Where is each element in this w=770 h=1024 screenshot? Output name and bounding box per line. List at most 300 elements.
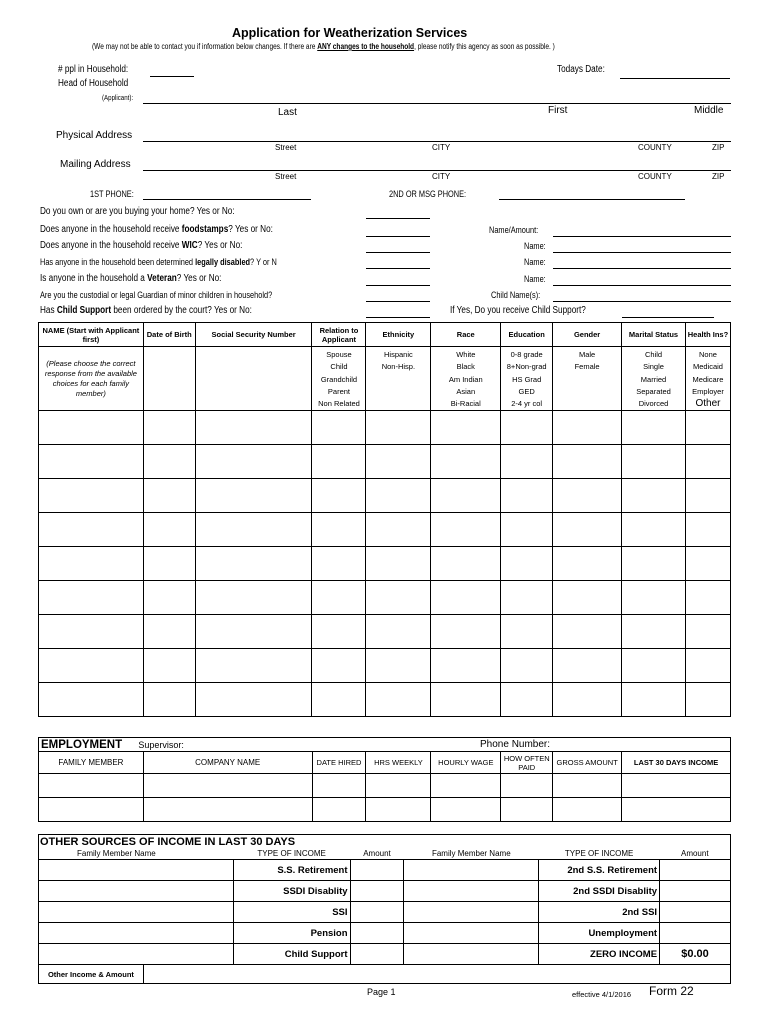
member-education-cell[interactable] <box>501 683 553 717</box>
emp-cell[interactable] <box>553 798 622 822</box>
member-dob-cell[interactable] <box>143 411 195 445</box>
emp-cell[interactable] <box>431 798 501 822</box>
household-choices-row <box>39 347 731 411</box>
member-ethnicity-cell[interactable] <box>366 479 431 513</box>
income-amount-cell[interactable] <box>350 881 404 902</box>
question-guardian: Are you the custodial or legal Guardian of minor children in household? <box>40 290 273 300</box>
income-amount-cell[interactable] <box>350 923 404 944</box>
question-disabled <box>40 257 277 267</box>
phone1-label: 1ST PHONE: <box>90 189 134 199</box>
member-gender-cell[interactable] <box>553 445 622 479</box>
member-education-cell[interactable] <box>501 445 553 479</box>
physical-address-label: Physical Address <box>56 130 133 141</box>
marital-choices <box>622 347 686 411</box>
education-choice: HS Grad <box>512 374 542 384</box>
member-ethnicity-cell[interactable] <box>366 683 431 717</box>
employment-table <box>38 737 731 822</box>
member-health-cell[interactable] <box>685 547 730 581</box>
income-type-label: ZERO INCOME <box>539 944 660 965</box>
q5-post: ? Yes or No: <box>176 273 222 284</box>
middle-label: Middle <box>694 105 724 116</box>
income-amount-cell[interactable] <box>660 923 731 944</box>
other-income-field[interactable] <box>143 965 730 984</box>
education-choice: 0-8 grade <box>510 350 543 359</box>
race-choice: Asian <box>456 386 476 396</box>
employment-header-row <box>39 752 731 774</box>
member-marital-cell[interactable] <box>622 581 686 615</box>
household-members-table <box>38 322 731 717</box>
member-ssn-cell[interactable] <box>195 615 312 649</box>
emp-cell[interactable] <box>143 798 312 822</box>
member-education-cell[interactable] <box>501 479 553 513</box>
phone1-field[interactable] <box>143 199 311 200</box>
relation-choice: Non Related <box>318 399 360 409</box>
income-member-cell[interactable] <box>404 860 539 881</box>
emp-member-header: FAMILY MEMBER <box>39 752 144 774</box>
education-choice: 2-4 yr col <box>511 399 543 409</box>
q4-bold: legally disabled <box>195 257 251 267</box>
head-label: Head of Household <box>58 78 129 89</box>
member-gender-cell[interactable] <box>553 581 622 615</box>
receive-child-support-field[interactable] <box>622 317 714 318</box>
name-amount-label: Name/Amount: <box>489 225 539 235</box>
member-health-cell[interactable] <box>685 615 730 649</box>
page-number: Page 1 <box>367 987 396 997</box>
income-type-label: 2nd SSI <box>539 902 660 923</box>
income-type-label: Child Support <box>233 944 350 965</box>
emp-often-header: HOW OFTEN PAID <box>501 752 553 774</box>
q3-post: ? Yes or No: <box>197 240 243 251</box>
table-row[interactable] <box>39 683 731 717</box>
member-race-cell[interactable] <box>431 547 501 581</box>
health-choice: Employer <box>692 386 724 396</box>
question-veteran <box>40 273 221 284</box>
physical-city-label: CITY <box>432 143 451 152</box>
member-marital-cell[interactable] <box>622 411 686 445</box>
income-amount-header-right: Amount <box>660 849 731 860</box>
member-marital-cell[interactable] <box>622 649 686 683</box>
emp-company-header: COMPANY NAME <box>143 752 312 774</box>
q2-bold: foodstamps <box>181 224 229 235</box>
phone-number-label: Phone Number: <box>480 739 551 750</box>
member-relation-cell[interactable] <box>312 479 366 513</box>
member-dob-cell[interactable] <box>143 649 195 683</box>
member-gender-cell[interactable] <box>553 547 622 581</box>
emp-cell[interactable] <box>312 774 366 798</box>
foodstamps-answer[interactable] <box>366 236 430 237</box>
relation-choice: Child <box>330 362 348 372</box>
effective-date: effective 4/1/2016 <box>572 990 632 999</box>
income-type-header-left: TYPE OF INCOME <box>257 849 326 859</box>
question-foodstamps <box>40 224 273 235</box>
member-relation-cell[interactable] <box>312 513 366 547</box>
phone2-label: 2ND OR MSG PHONE: <box>389 189 467 199</box>
q3-bold: WIC <box>181 240 198 251</box>
member-relation-cell[interactable] <box>312 649 366 683</box>
marital-choice: Single <box>643 362 664 372</box>
col-ssn-header: Social Security Number <box>195 323 312 347</box>
member-name-cell[interactable] <box>39 479 144 513</box>
member-gender-cell[interactable] <box>553 479 622 513</box>
other-income-row[interactable] <box>39 965 731 984</box>
table-row[interactable] <box>39 581 731 615</box>
veteran-name-label: Name: <box>524 274 546 284</box>
member-ssn-cell[interactable] <box>195 581 312 615</box>
health-choice: Medicaid <box>692 362 723 372</box>
member-ssn-cell[interactable] <box>195 445 312 479</box>
col-gender-header: Gender <box>553 323 622 347</box>
race-choice: White <box>456 350 476 359</box>
member-relation-cell[interactable] <box>312 445 366 479</box>
member-name-cell[interactable] <box>39 581 144 615</box>
member-marital-cell[interactable] <box>622 445 686 479</box>
income-type-label: SSDI Disablity <box>233 881 350 902</box>
marital-choice: Married <box>640 374 667 384</box>
emp-last30-header: LAST 30 DAYS INCOME <box>622 752 731 774</box>
member-marital-cell[interactable] <box>622 615 686 649</box>
income-type-label: S.S. Retirement <box>233 860 350 881</box>
member-ssn-cell[interactable] <box>195 547 312 581</box>
dob-choices-cell <box>143 347 195 411</box>
first-label: First <box>548 105 568 116</box>
member-race-cell[interactable] <box>431 581 501 615</box>
ethnicity-choice: Hispanic <box>384 350 413 359</box>
question-child-support <box>40 305 252 316</box>
member-marital-cell[interactable] <box>622 513 686 547</box>
own-home-answer[interactable] <box>366 218 430 219</box>
member-health-cell[interactable] <box>685 649 730 683</box>
mailing-city-label: CITY <box>432 172 451 181</box>
member-education-cell[interactable] <box>501 411 553 445</box>
member-marital-cell[interactable] <box>622 683 686 717</box>
member-race-cell[interactable] <box>431 649 501 683</box>
member-ssn-cell[interactable] <box>195 683 312 717</box>
income-type-label: Unemployment <box>539 923 660 944</box>
health-choices <box>685 347 730 411</box>
income-member-cell[interactable] <box>404 881 539 902</box>
emp-cell[interactable] <box>501 774 553 798</box>
veteran-answer[interactable] <box>366 285 430 286</box>
member-education-cell[interactable] <box>501 513 553 547</box>
receive-child-support-label: If Yes, Do you receive Child Support? <box>450 305 586 316</box>
member-health-cell[interactable] <box>685 683 730 717</box>
q3-pre: Does anyone in the household receive <box>40 240 182 251</box>
income-amount-cell[interactable] <box>350 944 404 965</box>
wic-answer[interactable] <box>366 252 430 253</box>
income-type-label: SSI <box>233 902 350 923</box>
member-ssn-cell[interactable] <box>195 411 312 445</box>
member-relation-cell[interactable] <box>312 615 366 649</box>
table-row[interactable] <box>39 513 731 547</box>
member-dob-cell[interactable] <box>143 581 195 615</box>
education-choices <box>501 347 553 411</box>
member-race-cell[interactable] <box>431 479 501 513</box>
supervisor-label: Supervisor: <box>138 739 184 750</box>
form-number: Form 22 <box>649 984 694 998</box>
emp-cell[interactable] <box>366 798 431 822</box>
income-member-cell[interactable] <box>39 944 234 965</box>
income-member-cell[interactable] <box>39 923 234 944</box>
q4-post: ? Y or N <box>250 257 277 267</box>
member-education-cell[interactable] <box>501 547 553 581</box>
income-member-cell[interactable] <box>404 923 539 944</box>
guardian-answer[interactable] <box>366 301 430 302</box>
marital-choice: Divorced <box>638 399 669 409</box>
race-choices <box>431 347 501 411</box>
member-race-cell[interactable] <box>431 683 501 717</box>
household-header-row <box>39 323 731 347</box>
member-gender-cell[interactable] <box>553 615 622 649</box>
veteran-name-field[interactable] <box>553 285 731 286</box>
emp-cell[interactable] <box>143 774 312 798</box>
notice-emphasis: ANY changes to the household <box>317 42 415 51</box>
member-dob-cell[interactable] <box>143 615 195 649</box>
member-dob-cell[interactable] <box>143 513 195 547</box>
ppl-label: # ppl in Household: <box>58 64 129 75</box>
income-title: OTHER SOURCES OF INCOME IN LAST 30 DAYS <box>40 835 296 848</box>
emp-cell[interactable] <box>553 774 622 798</box>
income-amount-cell[interactable] <box>350 902 404 923</box>
member-relation-cell[interactable] <box>312 411 366 445</box>
member-ssn-cell[interactable] <box>195 649 312 683</box>
income-amount-cell[interactable] <box>660 860 731 881</box>
member-race-cell[interactable] <box>431 445 501 479</box>
education-choice: 8+Non-grad <box>506 362 547 372</box>
member-ssn-cell[interactable] <box>195 513 312 547</box>
table-row[interactable] <box>39 774 731 798</box>
member-health-cell[interactable] <box>685 513 730 547</box>
phone2-field[interactable] <box>499 199 685 200</box>
question-wic <box>40 240 242 251</box>
member-name-cell[interactable] <box>39 513 144 547</box>
mailing-address-field[interactable] <box>143 170 731 171</box>
member-ethnicity-cell[interactable] <box>366 547 431 581</box>
member-ethnicity-cell[interactable] <box>366 411 431 445</box>
mailing-zip-label: ZIP <box>712 172 725 181</box>
member-ethnicity-cell[interactable] <box>366 445 431 479</box>
income-type-label: Pension <box>233 923 350 944</box>
emp-cell[interactable] <box>39 774 144 798</box>
income-amount-cell[interactable] <box>660 881 731 902</box>
income-header-row <box>39 849 731 860</box>
income-amount-header-left: Amount <box>363 849 391 859</box>
member-gender-cell[interactable] <box>553 411 622 445</box>
ppl-field[interactable] <box>150 76 194 77</box>
physical-address-field[interactable] <box>143 141 731 142</box>
income-member-cell[interactable] <box>404 944 539 965</box>
race-choice: Bi-Racial <box>450 399 481 409</box>
q7-bold: Child Support <box>56 305 112 316</box>
member-race-cell[interactable] <box>431 411 501 445</box>
col-name-header: NAME (Start with Applicant first) <box>39 323 144 347</box>
table-row[interactable] <box>39 479 731 513</box>
income-type-header-right: TYPE OF INCOME <box>564 849 634 859</box>
col-education-header: Education <box>501 323 553 347</box>
income-type-label: 2nd S.S. Retirement <box>539 860 660 881</box>
ethnicity-choice: Non-Hisp. <box>381 362 416 372</box>
member-health-cell[interactable] <box>685 411 730 445</box>
table-row[interactable] <box>39 798 731 822</box>
relation-choice: Spouse <box>326 350 352 359</box>
col-race-header: Race <box>431 323 501 347</box>
notice-pre: (We may not be able to contact you if information below changes. If there are <box>92 42 318 51</box>
q2-pre: Does anyone in the household receive <box>40 224 182 235</box>
q5-bold: Veteran <box>147 273 177 284</box>
emp-cell[interactable] <box>312 798 366 822</box>
member-relation-cell[interactable] <box>312 581 366 615</box>
education-choice: GED <box>518 386 535 396</box>
q4-pre: Has anyone in the household been determined <box>40 257 196 267</box>
member-relation-cell[interactable] <box>312 683 366 717</box>
table-row[interactable] <box>39 649 731 683</box>
member-dob-cell[interactable] <box>143 547 195 581</box>
employment-title-row <box>39 738 731 752</box>
emp-cell[interactable] <box>366 774 431 798</box>
physical-street-label: Street <box>275 143 297 152</box>
col-dob-header: Date of Birth <box>143 323 195 347</box>
col-marital-header: Marital Status <box>622 323 686 347</box>
health-choice: Other <box>695 398 721 410</box>
name-amount-field[interactable] <box>553 236 731 237</box>
income-title-cell <box>39 835 731 849</box>
member-marital-cell[interactable] <box>622 479 686 513</box>
wic-name-field[interactable] <box>553 252 731 253</box>
table-row[interactable] <box>39 881 731 902</box>
mailing-county-label: COUNTY <box>638 172 672 181</box>
employment-title-cell <box>39 738 731 752</box>
member-dob-cell[interactable] <box>143 445 195 479</box>
health-choice: Medicare <box>692 374 724 384</box>
member-marital-cell[interactable] <box>622 547 686 581</box>
emp-cell[interactable] <box>501 798 553 822</box>
table-row[interactable] <box>39 902 731 923</box>
member-ethnicity-cell[interactable] <box>366 581 431 615</box>
employment-title: EMPLOYMENT <box>41 738 123 751</box>
income-member-header-right: Family Member Name <box>431 849 511 859</box>
member-name-cell[interactable] <box>39 547 144 581</box>
member-ssn-cell[interactable] <box>195 479 312 513</box>
gender-choice: Female <box>574 362 600 372</box>
income-member-cell[interactable] <box>404 902 539 923</box>
member-ethnicity-cell[interactable] <box>366 513 431 547</box>
relation-choice: Grandchild <box>320 374 358 384</box>
last-label: Last <box>278 107 297 118</box>
disabled-answer[interactable] <box>366 268 430 269</box>
child-support-answer[interactable] <box>366 317 430 318</box>
col-ethnicity-header: Ethnicity <box>366 323 431 347</box>
table-row[interactable] <box>39 615 731 649</box>
child-names-field[interactable] <box>553 301 731 302</box>
emp-cell[interactable] <box>431 774 501 798</box>
emp-cell[interactable] <box>622 798 731 822</box>
page-title: Application for Weatherization Services <box>232 26 468 40</box>
emp-gross-header: GROSS AMOUNT <box>553 752 622 774</box>
member-health-cell[interactable] <box>685 581 730 615</box>
health-choice: None <box>699 350 717 359</box>
zero-income-amount: $0.00 <box>660 944 731 965</box>
emp-cell[interactable] <box>622 774 731 798</box>
income-type-label: 2nd SSDI Disablity <box>539 881 660 902</box>
ethnicity-choices <box>366 347 431 411</box>
child-names-label: Child Name(s): <box>491 290 541 300</box>
income-member-cell[interactable] <box>39 902 234 923</box>
income-member-cell[interactable] <box>39 860 234 881</box>
gender-choices <box>553 347 622 411</box>
member-dob-cell[interactable] <box>143 479 195 513</box>
q2-post: ? Yes or No: <box>228 224 273 235</box>
race-choice: Am Indian <box>448 374 483 384</box>
q5-pre: Is anyone in the household a <box>40 273 148 284</box>
ssn-choices-cell <box>195 347 312 411</box>
member-race-cell[interactable] <box>431 615 501 649</box>
emp-wage-header: HOURLY WAGE <box>431 752 501 774</box>
member-ethnicity-cell[interactable] <box>366 649 431 683</box>
member-dob-cell[interactable] <box>143 683 195 717</box>
q7-pre: Has <box>40 305 57 316</box>
notice-text <box>92 42 555 51</box>
member-education-cell[interactable] <box>501 615 553 649</box>
member-name-cell[interactable] <box>39 445 144 479</box>
member-gender-cell[interactable] <box>553 649 622 683</box>
table-row[interactable] <box>39 547 731 581</box>
member-gender-cell[interactable] <box>553 513 622 547</box>
marital-choice: Child <box>644 350 663 359</box>
other-income-label: Other Income & Amount <box>39 965 144 984</box>
member-race-cell[interactable] <box>431 513 501 547</box>
income-amount-cell[interactable] <box>350 860 404 881</box>
member-gender-cell[interactable] <box>553 683 622 717</box>
emp-hired-header: DATE HIRED <box>312 752 366 774</box>
member-name-cell[interactable] <box>39 683 144 717</box>
col-health-header: Health Ins? <box>685 323 730 347</box>
member-relation-cell[interactable] <box>312 547 366 581</box>
race-choice: Black <box>456 362 475 372</box>
table-row[interactable] <box>39 445 731 479</box>
mailing-street-label: Street <box>275 172 297 181</box>
emp-cell[interactable] <box>39 798 144 822</box>
table-row[interactable] <box>39 944 731 965</box>
emp-hrs-header: HRS WEEKLY <box>366 752 431 774</box>
member-health-cell[interactable] <box>685 479 730 513</box>
applicant-label: (Applicant): <box>102 93 134 102</box>
member-education-cell[interactable] <box>501 581 553 615</box>
table-row[interactable] <box>39 860 731 881</box>
choose-note: (Please choose the correct response from the available choices for each family member) <box>39 347 144 411</box>
income-title-row <box>39 835 731 849</box>
q7-post: been ordered by the court? Yes or No: <box>111 305 252 316</box>
member-ethnicity-cell[interactable] <box>366 615 431 649</box>
member-health-cell[interactable] <box>685 445 730 479</box>
relation-choices <box>312 347 366 411</box>
relation-choice: Parent <box>327 386 351 396</box>
disabled-name-field[interactable] <box>553 268 731 269</box>
other-income-table <box>38 834 731 984</box>
mailing-address-label: Mailing Address <box>60 159 131 170</box>
question-own-home: Do you own or are you buying your home? Yes or No: <box>40 206 235 217</box>
income-member-cell[interactable] <box>39 881 234 902</box>
member-education-cell[interactable] <box>501 649 553 683</box>
income-amount-cell[interactable] <box>660 902 731 923</box>
applicant-name-field[interactable] <box>143 103 731 104</box>
gender-choice: Male <box>578 350 596 359</box>
table-row[interactable] <box>39 923 731 944</box>
member-name-cell[interactable] <box>39 615 144 649</box>
member-name-cell[interactable] <box>39 411 144 445</box>
notice-post: , please notify this agency as soon as possible. ) <box>414 42 555 51</box>
table-row[interactable] <box>39 411 731 445</box>
todays-date-field[interactable] <box>620 78 730 79</box>
member-name-cell[interactable] <box>39 649 144 683</box>
